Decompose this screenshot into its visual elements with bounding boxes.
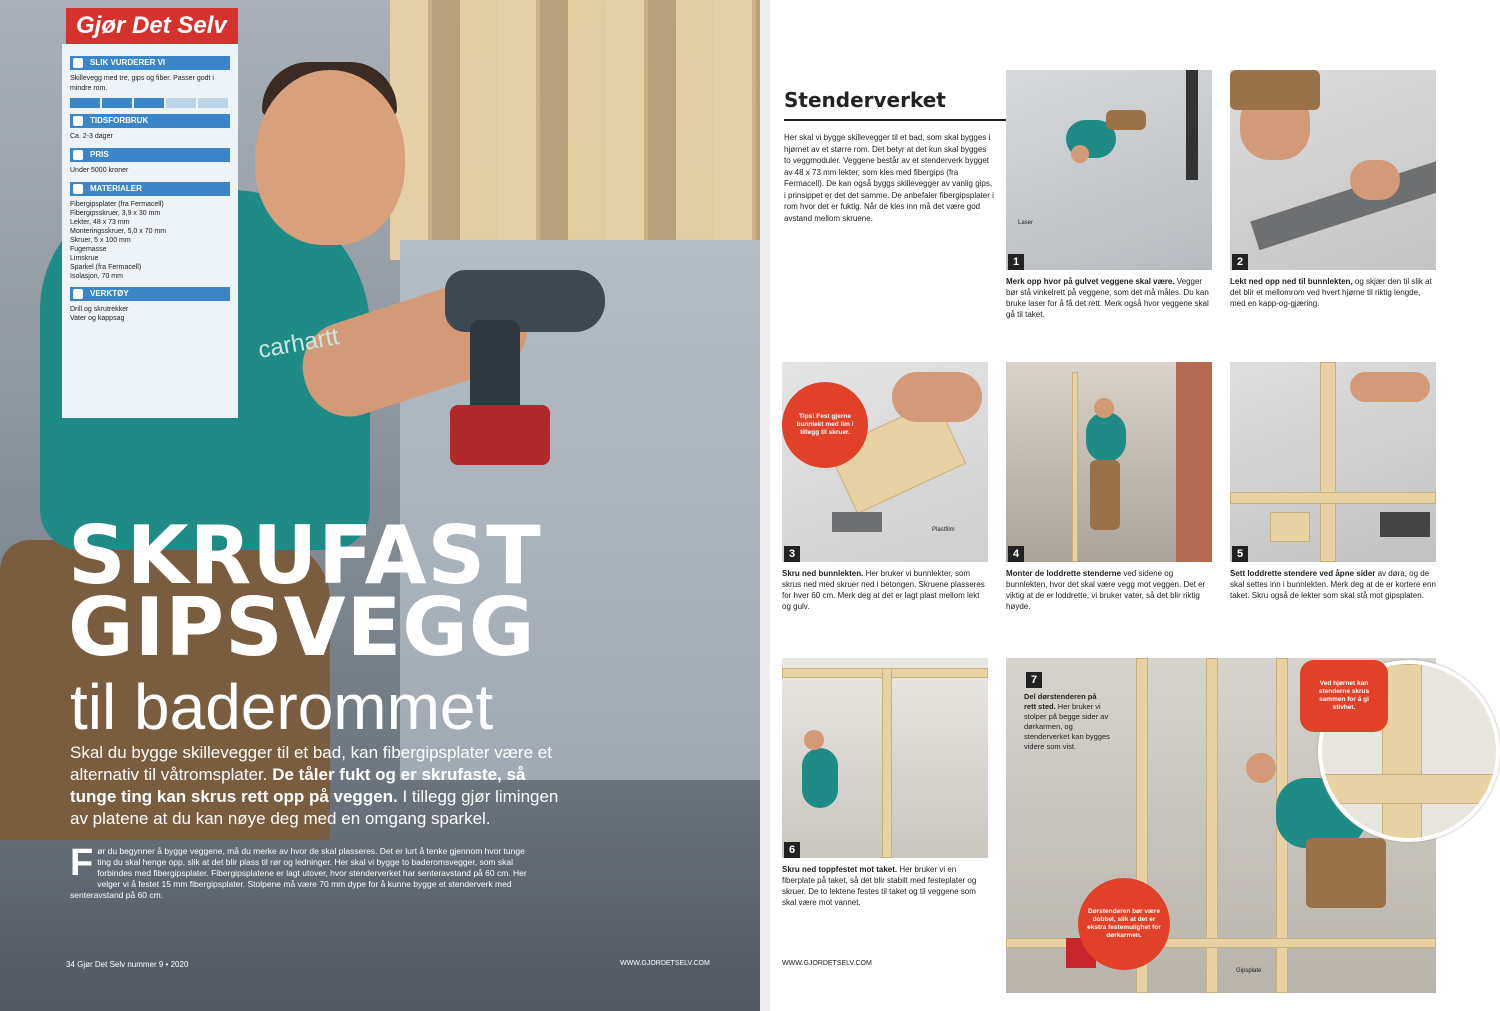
- headline-line-1: SKRUFAST: [68, 509, 542, 602]
- info-rating-text: Skillevegg med tre, gips og fiber. Passer godt i mindre rom.: [70, 75, 214, 92]
- info-box: [62, 44, 238, 418]
- person-head: [1071, 145, 1089, 163]
- hand: [1350, 372, 1430, 402]
- footer-url: WWW.GJORDETSELV.COM: [782, 960, 872, 967]
- caption-bold: Lekt ned opp ned til bunnlekten,: [1230, 277, 1353, 286]
- body-text: [70, 842, 530, 901]
- headline-line-2: GIPSVEGG: [68, 581, 536, 674]
- photo-label: Plastfilm: [932, 527, 955, 533]
- person-pants: [1230, 70, 1320, 110]
- caption-bold: Sett loddrette stendere ved åpne sider: [1230, 569, 1376, 578]
- step-2-photo: [1230, 70, 1436, 270]
- list-item: Lekter, 48 x 73 mm: [70, 219, 130, 226]
- drop-cap: F: [70, 842, 94, 884]
- caption-bold: Monter de loddrette stenderne: [1006, 569, 1122, 578]
- person-head: [1094, 398, 1114, 418]
- person-head: [255, 70, 405, 245]
- timber-stud: [1320, 362, 1336, 562]
- caption-text: Her bruker vi stolper på begge sider av dørkarmen, og stenderverket kan bygges videre som vist.: [1024, 702, 1110, 751]
- info-heading-time: TIDSFORBRUK: [70, 114, 230, 128]
- lead-tail: I tillegg gjør limingen av platene at du kan nøye deg med en omgang sparkel.: [70, 787, 559, 828]
- footer-url: WWW.GJORDETSELV.COM: [620, 960, 710, 967]
- step-number: 7: [1026, 672, 1042, 688]
- shirt-logo: carhartt: [256, 323, 342, 364]
- metal-rail: [1250, 160, 1436, 250]
- list-item: Vater og kappsag: [70, 315, 125, 322]
- bottom-plate: [1230, 492, 1436, 504]
- caption-bold: Skru ned bunnlekten.: [782, 569, 864, 578]
- tools-list: [70, 305, 230, 323]
- person-pants: [1090, 460, 1120, 530]
- caption-text: Vegger bør stå vinkelrett på veggene, som det må måles. Du kan bruke laser for å få det rett. Merk også hvor veggene skal gå til taket.: [1006, 277, 1209, 319]
- caption-text: ved sidene og bunnlekten, hvor det skal være vegg mot veggen. Det er viktig at de er loddrette, vi bruker vater, så det blir riktig høyde.: [1006, 569, 1206, 611]
- step-number: 6: [784, 842, 800, 858]
- person-shirt: [802, 748, 838, 808]
- timber-stud: [1072, 372, 1078, 562]
- body-paragraph: ør du begynner å bygge veggene, må du merke av hvor de skal plasseres. Det er lurt å tenke gjennom hvor tunge ting du skal henge opp, slik at det blir plass til rør og ledninger. Her skal vi bygge to baderomsvegger, som skal forbindes med fibergipsplater. Fibergipsplatene er lagt utover, hvor stenderverket har senteravstand på 60 cm. Her velger vi å festet 15 mm fibergipsplater. Stolpene må være 70 mm dype for å kunne bygge et stenderverk med senteravstand på 60 cm.: [70, 846, 527, 900]
- intro-text: Her skal vi bygge skillevegger til et bad, som skal bygges i hjørnet av et større rom. Det betyr at det kun skal bygges to veggmoduler. Veggene består av et stenderverk bygget av 48 x 73 mm lekter, som kles med fibergips (fra Fermacell). De kan også byggs skillevegger av vanlig gips, i prinsippet er det det samme. De anbefaler fibergipsplater i rom hvor det er fuktig. Når de kles inn må det være god avstand mellom skruene.: [784, 133, 994, 223]
- hand: [892, 372, 982, 422]
- step-4-photo: [1006, 362, 1212, 562]
- info-heading-materials: MATERIALER: [70, 182, 230, 196]
- hand: [1350, 160, 1400, 200]
- step-number: 1: [1008, 254, 1024, 270]
- step-2-caption: [1230, 276, 1436, 309]
- step-6-caption: [782, 864, 988, 908]
- brick-wall: [1176, 362, 1212, 562]
- bottom-plate: [1322, 774, 1500, 804]
- step-number: 4: [1008, 546, 1024, 562]
- step-1-photo: [1006, 70, 1212, 270]
- caption-bold: Skru ned toppfestet mot taket.: [782, 865, 898, 874]
- list-item: Sparkel (fra Fermacell): [70, 264, 142, 271]
- person-head: [804, 730, 824, 750]
- info-price-text: Under 5000 kroner: [70, 167, 129, 174]
- info-time-text: Ca. 2-3 dager: [70, 133, 113, 140]
- right-page: [770, 0, 1500, 1011]
- caption-text: Her bruker vi en fiberplate på taket, så det blir stabilt med festeplater og skruer. De to lektene festes til taket og til veggene som skal være mot vannet.: [782, 865, 977, 907]
- step-3-caption: [782, 568, 988, 612]
- plastic-film: [832, 512, 882, 532]
- list-item: Drill og skrutrekker: [70, 306, 129, 313]
- caption-bold: Del dørstenderen på rett sted.: [1024, 692, 1097, 711]
- person-pants: [1106, 110, 1146, 130]
- materials-list: [70, 200, 230, 281]
- list-item: Fugemasse: [70, 246, 107, 253]
- tip-bubble: Ved hjørnet kan stenderne skrus sammen for å gi stivhet.: [1300, 660, 1388, 732]
- step-6-photo: [782, 658, 988, 858]
- subheadline: til baderommet: [70, 671, 494, 743]
- drill-icon: [445, 270, 605, 332]
- timber-block: [1270, 512, 1310, 542]
- drill-battery: [450, 405, 550, 465]
- timber-stud: [882, 668, 892, 858]
- section-title: Stenderverket: [784, 88, 946, 112]
- title-rule: [784, 119, 1006, 121]
- step-5-caption: [1230, 568, 1436, 601]
- list-item: Fibergipsplater (fra Fermacell): [70, 201, 164, 208]
- info-heading-rating: SLIK VURDERER VI: [70, 56, 230, 70]
- list-item: Skruer, 5 x 100 mm: [70, 237, 131, 244]
- person-shirt: [1086, 412, 1126, 462]
- list-item: Limskrue: [70, 255, 99, 262]
- caption-bold: Merk opp hvor på gulvet veggene skal være.: [1006, 277, 1175, 286]
- tip-bubble: Tips! Fest gjerne bunnlekt med lim i tillegg til skruer.: [782, 382, 868, 468]
- step-1-caption: [1006, 276, 1212, 320]
- headline: [68, 509, 542, 674]
- photo-label: Gipsplate: [1236, 968, 1262, 974]
- step-7-caption: [1024, 692, 1110, 752]
- caption-text: og skjær den til slik at det blir et mellomrom ved hvert hjørne til riktig lengde, med en kapp-og-gjæring.: [1230, 277, 1432, 308]
- list-item: Monteringsskruer, 5,0 x 70 mm: [70, 228, 167, 235]
- person-head: [1246, 753, 1276, 783]
- photo-label: Laser: [1018, 220, 1034, 226]
- list-item: Fibergipsskruer, 3,9 x 30 mm: [70, 210, 161, 217]
- timber-stud: [1382, 664, 1422, 842]
- info-heading-price: PRIS: [70, 148, 230, 162]
- step-4-caption: [1006, 568, 1212, 612]
- difficulty-bar: [70, 98, 230, 108]
- lead-paragraph: [70, 742, 560, 830]
- tripod-leg: [1186, 70, 1198, 180]
- step-number: 3: [784, 546, 800, 562]
- step-5-photo: [1230, 362, 1436, 562]
- step-number: 2: [1232, 254, 1248, 270]
- person-pants: [1306, 838, 1386, 908]
- caption-text: Her bruker vi bunnlekter, som skrus ned med skruer ned i betongen. Skruene plasseres for hver 60 cm. Merk deg at det er lagt plast mellom lekt og gulv.: [782, 569, 985, 611]
- list-item: Isolasjon, 70 mm: [70, 273, 123, 280]
- section-banner: Gjør Det Selv: [66, 8, 238, 44]
- lead-plain: Skal du bygge skillevegger til et bad, kan fibergipsplater være et alternativ til våtromsplater.: [70, 743, 552, 784]
- page-footer: 34 Gjør Det Selv nummer 9 • 2020: [66, 960, 189, 969]
- lead-bold: De tåler fukt og er skrufaste, så tunge ting kan skrus rett opp på veggen.: [70, 765, 526, 806]
- drill-icon: [1380, 512, 1430, 537]
- caption-text: av døra, og de skal settes inn i bunnlekten. Merk deg at de er kortere enn taket. Skru også de lekter som skal stå mot gipsplaten.: [1230, 569, 1436, 600]
- info-heading-tools: VERKTØY: [70, 287, 230, 301]
- step-number: 5: [1232, 546, 1248, 562]
- wall-studs-photo: [390, 0, 760, 260]
- tip-bubble: Dørstenderen bør være dobbel, slik at det er ekstra festemulighet for dørkarmen.: [1078, 878, 1170, 970]
